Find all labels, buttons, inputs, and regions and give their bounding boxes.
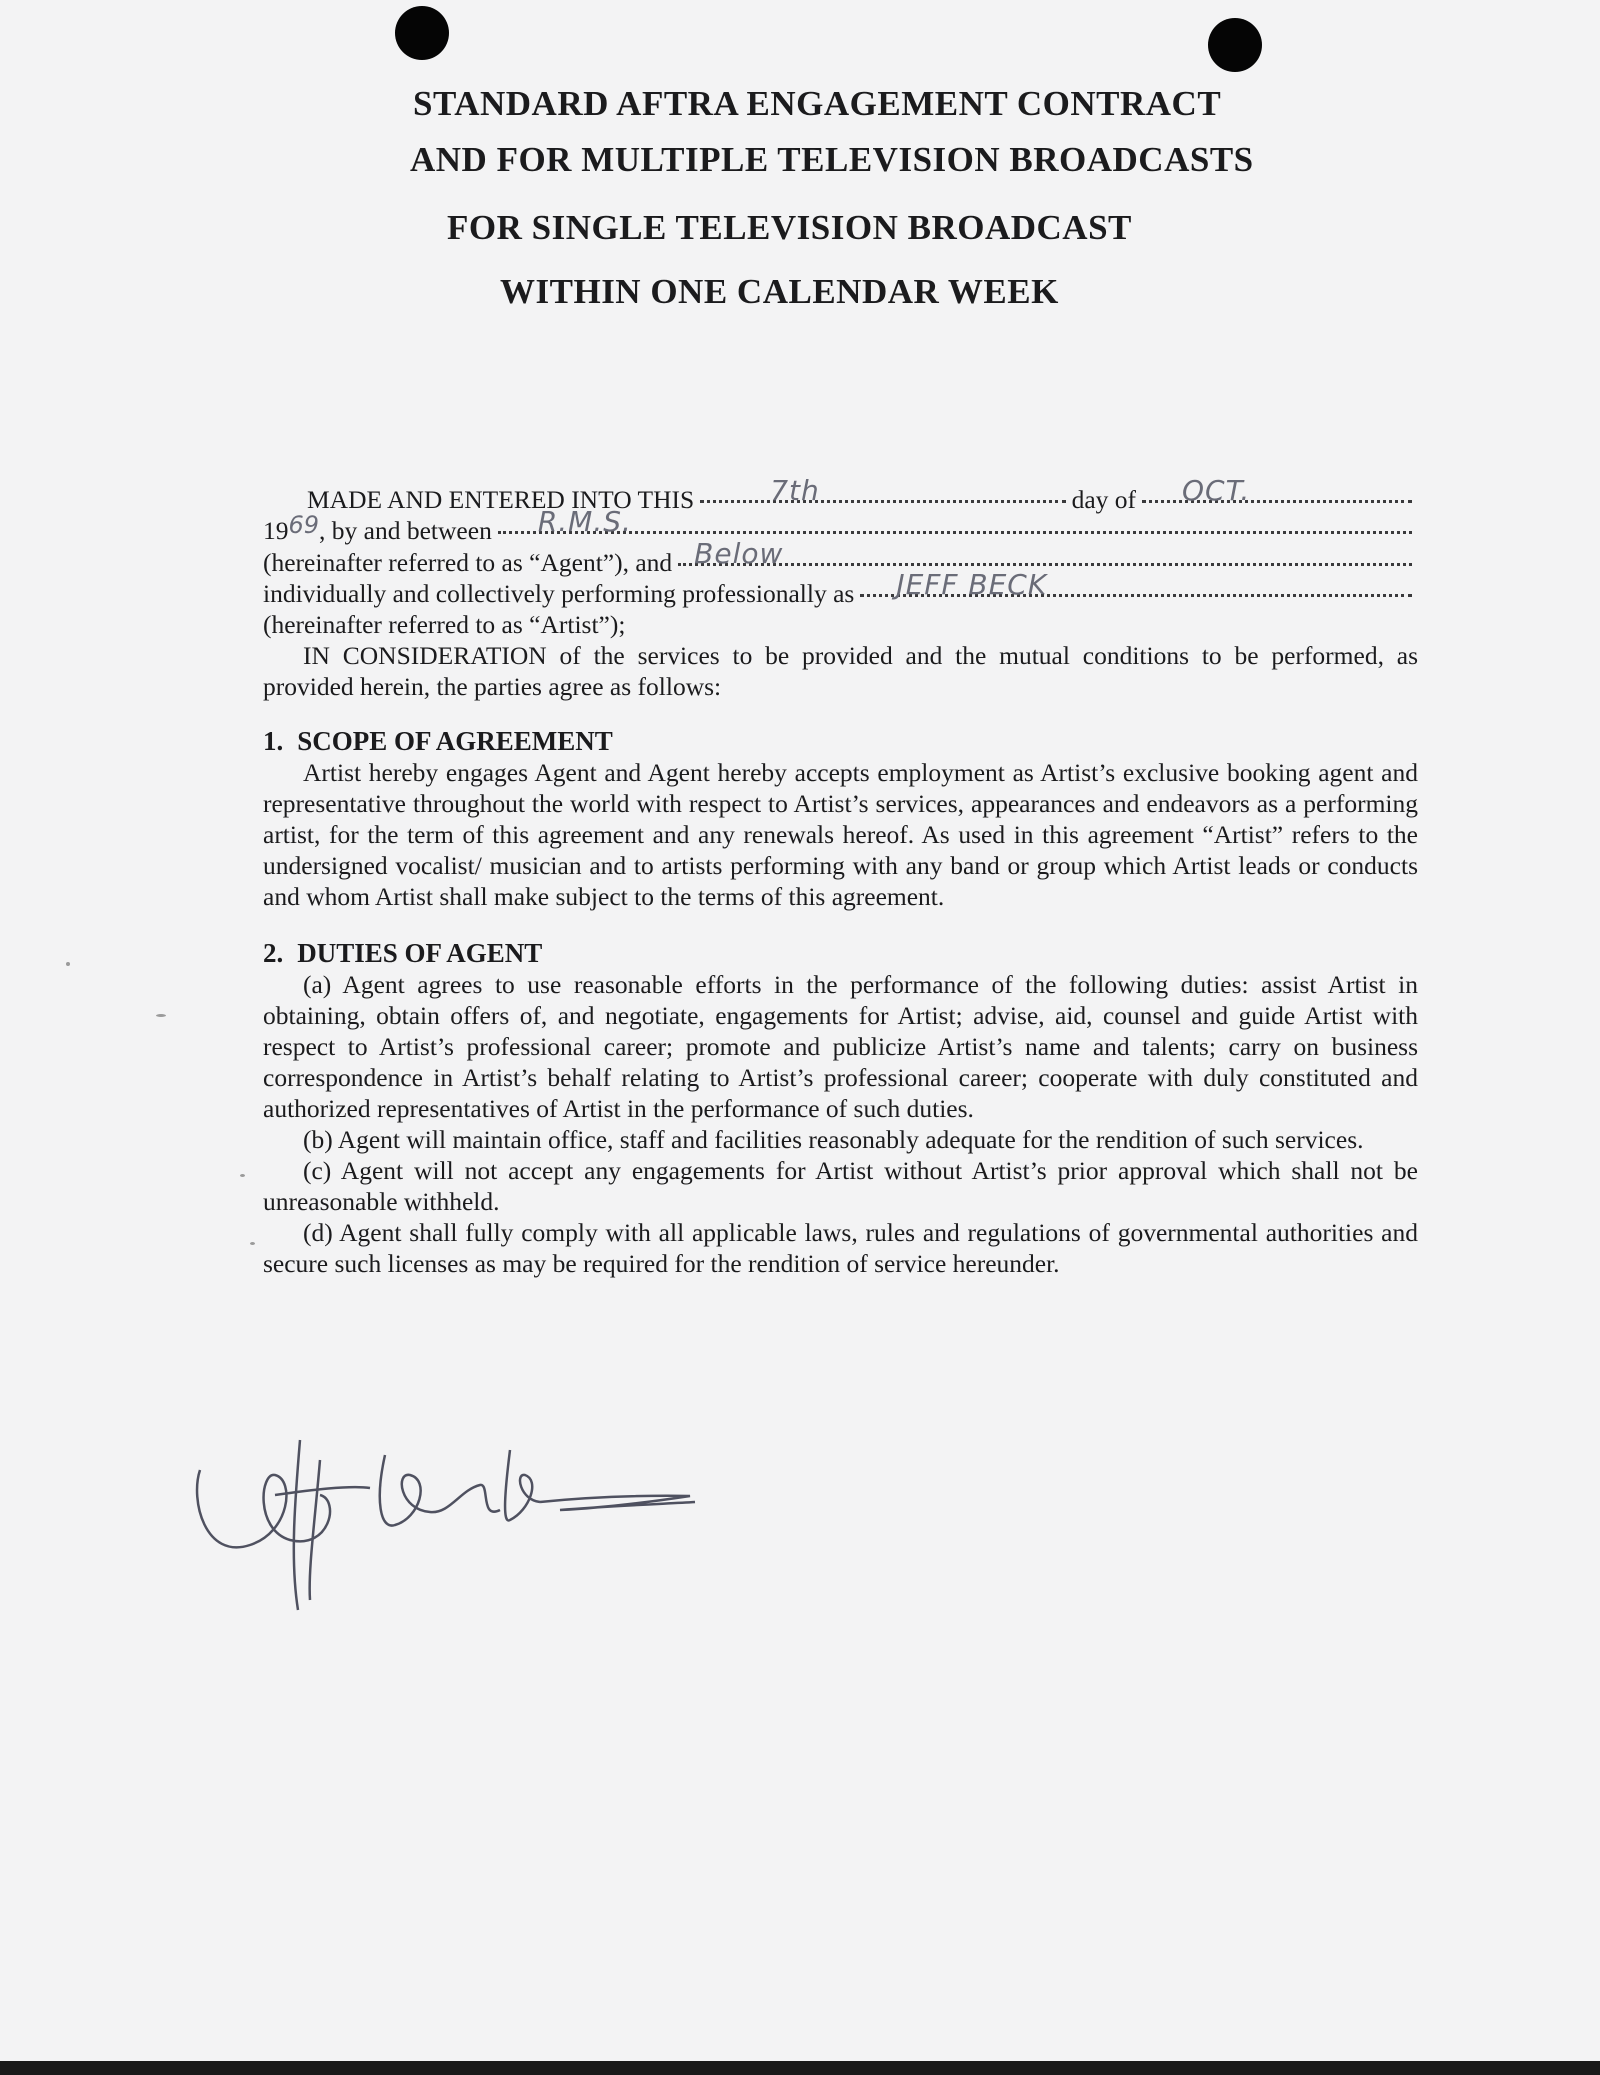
- title-line-4: WITHIN ONE CALENDAR WEEK: [500, 272, 1059, 311]
- year-prefix: 19: [263, 516, 289, 545]
- punch-hole-left: [395, 6, 449, 60]
- duty-d-paragraph: (d) Agent shall fully comply with all applicable laws, rules and regulations of governmental authorities and secure such licenses as may be required for the rendition of service hereunder.: [263, 1218, 1418, 1278]
- section-2-title: DUTIES OF AGENT: [297, 938, 543, 968]
- by-between-label: by and between: [331, 516, 492, 545]
- month-field: [1142, 474, 1412, 508]
- duty-c-paragraph: (c) Agent will not accept any engagements for Artist without Artist’s prior approval which shall not be unreasonable withheld.: [263, 1156, 1418, 1216]
- title-line-3: FOR SINGLE TELEVISION BROADCAST: [447, 208, 1132, 247]
- section-2-number: 2.: [263, 938, 284, 968]
- artist-handwritten: Below: [694, 537, 784, 570]
- handwritten-signature: [180, 1440, 710, 1610]
- performing-label: individually and collectively performing professionally as: [263, 579, 855, 608]
- title-line-1: STANDARD AFTRA ENGAGEMENT CONTRACT: [413, 84, 1222, 123]
- consideration-clause: IN CONSIDERATION of the services to be provided and the mutual conditions to be performed, as provided herein, the parties agree as follows:: [263, 641, 1418, 701]
- day-of-label: day of: [1071, 485, 1136, 514]
- punch-hole-right: [1208, 18, 1262, 72]
- duty-a-paragraph: (a) Agent agrees to use reasonable efforts in the performance of the following duties: assist Artist in obtaining, obtain offers of, and negotiate, engagements for Artist; advise, aid, counsel and guide Artist with respect to Artist’s professional career; promote and publicize Artist’s name and talents; carry on business correspondence in Artist’s behalf relating to Artist’s professional career; cooperate with duly constituted and authorized representatives of Artist in the performance of such duties.: [263, 970, 1418, 1123]
- made-entered-label: MADE AND ENTERED INTO THIS: [307, 485, 695, 514]
- agent-handwritten: R.M.S.: [537, 505, 632, 538]
- scan-speck: [250, 1242, 255, 1245]
- preamble-line-4: [263, 568, 1418, 609]
- title-line-2: AND FOR MULTIPLE TELEVISION BROADCASTS: [410, 140, 1254, 179]
- agent-field: [498, 505, 1412, 539]
- preamble-line-1: [263, 474, 1418, 515]
- section-2-heading: [263, 938, 1418, 969]
- scan-speck: [66, 962, 70, 966]
- scan-speck: [156, 1014, 166, 1017]
- stage-name-handwritten: JEFF BECK: [896, 568, 1048, 601]
- stage-name-field: [860, 568, 1412, 602]
- artist-ref-label: (hereinafter referred to as “Artist”);: [263, 610, 626, 639]
- section-1-title: SCOPE OF AGREEMENT: [297, 726, 613, 756]
- month-handwritten: OCT.: [1182, 474, 1251, 507]
- year-handwritten: 69: [288, 511, 320, 539]
- section-1-heading: [263, 726, 1418, 757]
- preamble-line-2: 19 69 , by and between R.M.S.: [263, 515, 1418, 547]
- preamble-line-3: [263, 537, 1418, 578]
- scan-speck: [240, 1174, 245, 1177]
- agent-ref-label: (hereinafter referred to as “Agent”), and: [263, 548, 673, 577]
- day-field: [700, 474, 1065, 508]
- contract-body: [263, 474, 1418, 1279]
- section-1-number: 1.: [263, 726, 284, 756]
- scan-bottom-edge: [0, 2061, 1600, 2075]
- day-handwritten: 7th: [770, 474, 820, 507]
- section-1-paragraph: Artist hereby engages Agent and Agent hereby accepts employment as Artist’s exclusive booking agent and representative throughout the world with respect to Artist’s services, appearances and endeavors as a performing artist, for the term of this agreement and any renewals hereof. As used in this agreement “Artist” refers to the undersigned vocalist/ musician and to artists performing with any band or group which Artist leads or conducts and whom Artist shall make subject to the terms of this agreement.: [263, 758, 1418, 911]
- duty-b-paragraph: (b) Agent will maintain office, staff and facilities reasonably adequate for the rendition of such services.: [303, 1125, 1364, 1154]
